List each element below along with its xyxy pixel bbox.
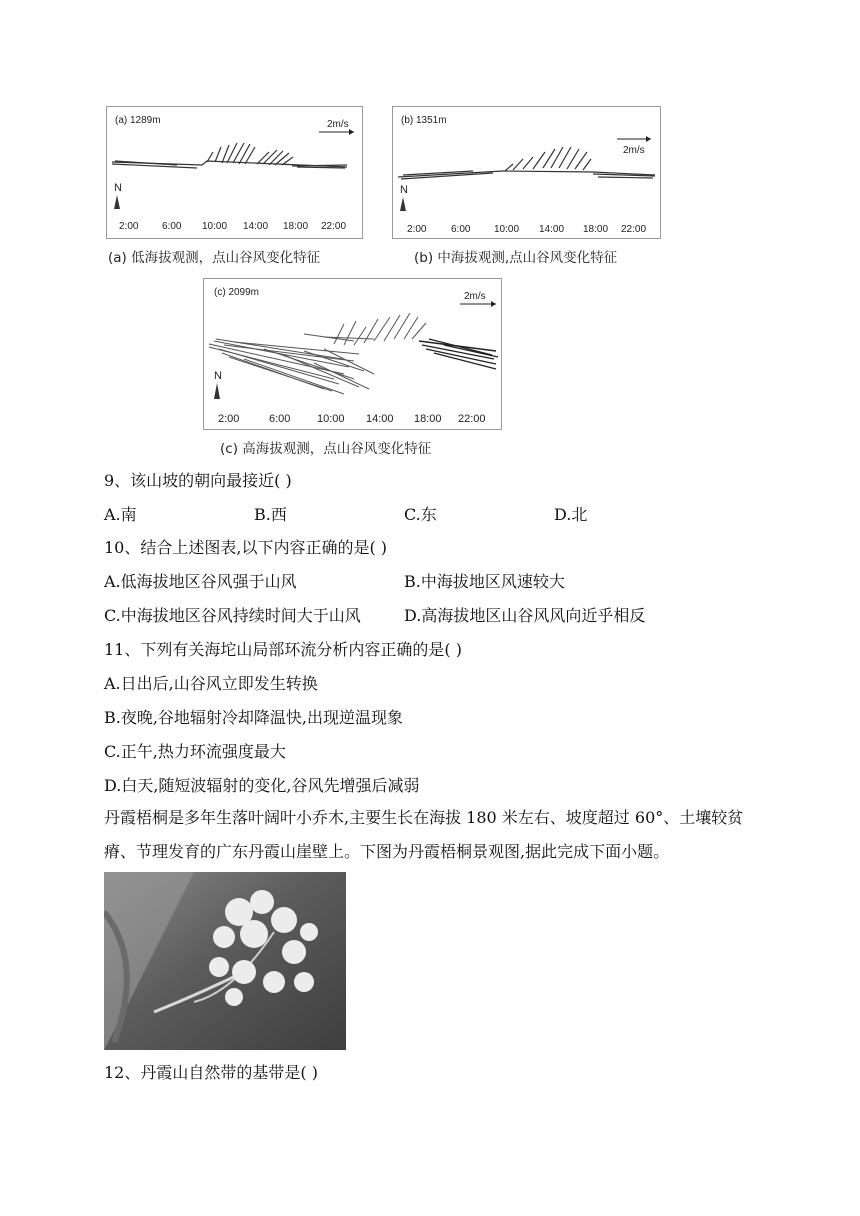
figure-c-label: (c) 2099m xyxy=(214,287,260,298)
svg-text:14:00: 14:00 xyxy=(243,221,269,232)
figure-c-scale-arrowhead xyxy=(491,301,496,307)
svg-text:2:00: 2:00 xyxy=(218,413,240,425)
q10-option-c: C.中海拔地区谷风持续时间大于山风 xyxy=(104,606,361,625)
figure-c-north-arrow-icon xyxy=(214,383,220,399)
svg-text:18:00: 18:00 xyxy=(283,221,309,232)
svg-text:6:00: 6:00 xyxy=(451,224,471,235)
svg-text:2:00: 2:00 xyxy=(119,221,139,232)
figure-b-north-arrow-icon xyxy=(400,197,406,211)
figure-a-north-label: N xyxy=(114,182,122,194)
figure-c-wind-vectors xyxy=(209,313,426,394)
q9-option-d: D.北 xyxy=(554,505,588,524)
svg-text:18:00: 18:00 xyxy=(583,224,609,235)
figure-a-caption: (a) 低海拔观测，点山谷风变化特征 xyxy=(108,250,321,266)
figure-c-caption: (c) 高海拔观测，点山谷风变化特征 xyxy=(220,441,432,457)
q9-option-a: A.南 xyxy=(104,505,137,524)
figure-b-caption: (b) 中海拔观测,点山谷风变化特征 xyxy=(414,250,618,266)
figure-b-wind-vectors xyxy=(398,147,655,179)
svg-text:6:00: 6:00 xyxy=(162,221,182,232)
q10-option-d: D.高海拔地区山谷风风向近乎相反 xyxy=(404,606,646,625)
q11-option-d: D.白天,随短波辐射的变化,谷风先增强后减弱 xyxy=(104,776,420,795)
figure-c-night-wind-vectors xyxy=(419,339,498,369)
q11-option-a: A.日出后,山谷风立即发生转换 xyxy=(104,674,318,693)
figure-c-panel xyxy=(203,278,502,430)
svg-text:10:00: 10:00 xyxy=(494,224,520,235)
q12-stem: 12、丹霞山自然带的基带是( ) xyxy=(104,1063,318,1082)
figure-b-north-label: N xyxy=(400,184,408,196)
q10-option-b: B.中海拔地区风速较大 xyxy=(404,572,565,591)
q9-stem: 9、该山坡的朝向最接近( ) xyxy=(104,471,292,490)
figure-b-panel xyxy=(392,106,661,239)
svg-text:6:00: 6:00 xyxy=(269,413,291,425)
svg-text:14:00: 14:00 xyxy=(366,413,394,425)
svg-text:14:00: 14:00 xyxy=(539,224,565,235)
figure-b-scale-arrowhead xyxy=(646,136,651,142)
passage-text: 丹霞梧桐是多年生落叶阔叶小乔木,主要生长在海拔 180 米左右、坡度超过 60°、土壤较贫瘠、节理发育的广东丹霞山崖壁上。下图为丹霞梧桐景观图,据此完成下面小题。 xyxy=(104,808,744,861)
figure-a-north-arrow-icon xyxy=(114,195,120,209)
q10-stem: 10、结合上述图表,以下内容正确的是( ) xyxy=(104,538,388,557)
figure-b-scale: 2m/s xyxy=(623,145,645,156)
figure-a-time-axis xyxy=(119,221,346,232)
q9-option-c: C.东 xyxy=(404,505,437,524)
svg-text:22:00: 22:00 xyxy=(321,221,347,232)
q11-option-c: C.正午,热力环流强度最大 xyxy=(104,742,286,761)
svg-text:10:00: 10:00 xyxy=(202,221,228,232)
svg-text:2:00: 2:00 xyxy=(407,224,427,235)
q11-option-b: B.夜晚,谷地辐射冷却降温快,出现逆温现象 xyxy=(104,708,404,727)
figure-a-panel xyxy=(106,106,363,239)
svg-text:10:00: 10:00 xyxy=(317,413,345,425)
svg-text:22:00: 22:00 xyxy=(621,224,647,235)
figure-b-plot xyxy=(393,107,660,238)
danxia-wutong-photo xyxy=(104,872,346,1050)
figure-c-plot xyxy=(204,279,501,429)
figure-c-scale: 2m/s xyxy=(464,291,486,302)
figure-a-plot xyxy=(107,107,362,238)
q9-option-b: B.西 xyxy=(254,505,287,524)
figure-a-scale: 2m/s xyxy=(327,119,349,130)
figure-a-scale-arrowhead xyxy=(349,129,354,135)
svg-text:18:00: 18:00 xyxy=(414,413,442,425)
figure-c-north-label: N xyxy=(214,370,222,382)
figure-c-time-axis xyxy=(218,413,486,425)
photo-illustration xyxy=(104,872,346,1050)
q10-option-a: A.低海拔地区谷风强于山风 xyxy=(104,572,297,591)
q11-stem: 11、下列有关海坨山局部环流分析内容正确的是( ) xyxy=(104,640,462,659)
svg-text:22:00: 22:00 xyxy=(458,413,486,425)
figure-a-label: (a) 1289m xyxy=(115,115,161,126)
figure-a-wind-vectors xyxy=(112,143,347,168)
figure-b-label: (b) 1351m xyxy=(401,115,447,126)
figure-b-time-axis xyxy=(407,224,646,235)
